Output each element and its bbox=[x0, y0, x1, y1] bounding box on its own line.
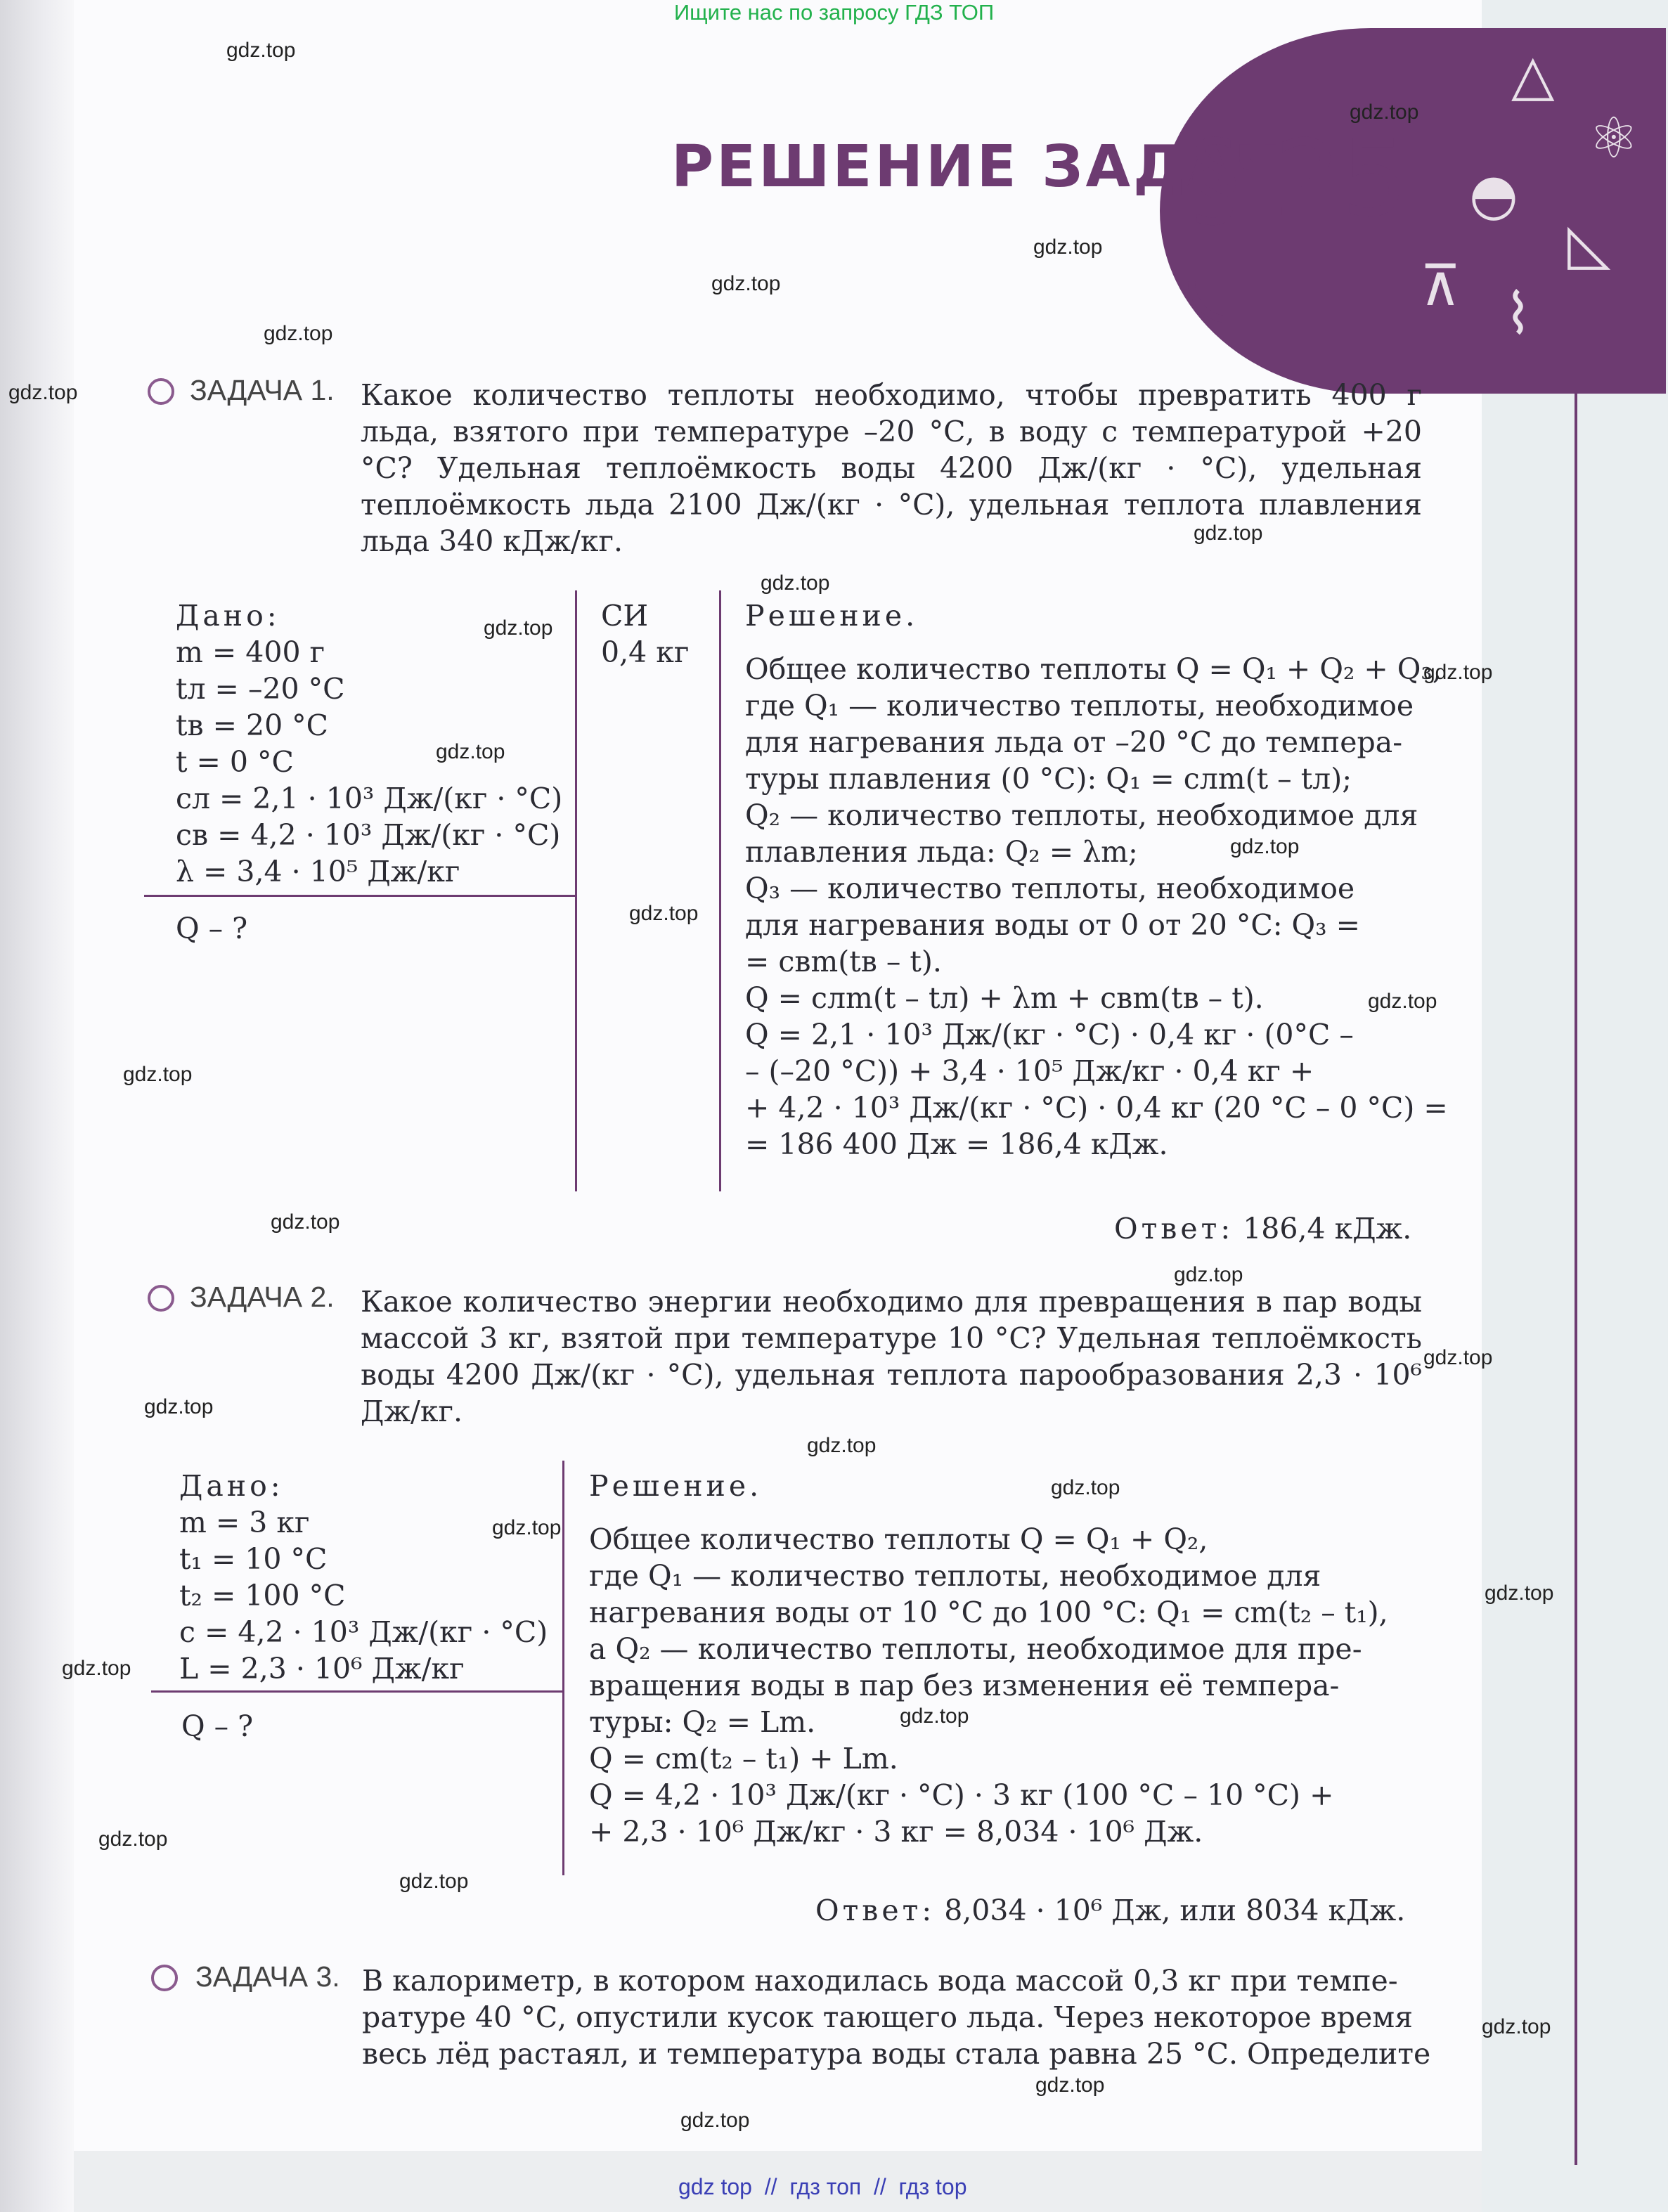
task1-solution bbox=[745, 597, 1448, 1163]
given-column-rule bbox=[575, 590, 577, 1191]
si-column-rule bbox=[719, 590, 721, 1191]
thermometer-icon: ⌇ bbox=[1504, 281, 1532, 347]
solution-title: Решение. bbox=[589, 1469, 763, 1503]
watermark: gdz.top bbox=[1230, 835, 1300, 858]
task3-label: ЗАДАЧА 3. bbox=[195, 1960, 340, 1993]
watermark: gdz.top bbox=[271, 1210, 340, 1234]
solution-line: где Q₁ — количество теплоты, необходимое bbox=[745, 689, 1414, 723]
task1-statement: Какое количество теплоты необходимо, чтобы превратить 400 г льда, взятого при температуре –20 °С, в воду с температурой +20 °С? Удельная теплоёмкость воды 4200 Дж/(кг · °С), удельная теплоёмкость льда 2100 Дж/(кг · °С), удельная теплота плавления льда 340 кДж/кг. bbox=[361, 378, 1422, 558]
task2-given bbox=[179, 1468, 562, 1687]
watermark: gdz.top bbox=[1035, 2074, 1105, 2097]
watermark: gdz.top bbox=[1368, 990, 1437, 1013]
watermark: gdz.top bbox=[1423, 1346, 1493, 1369]
watermark: gdz.top bbox=[1482, 2015, 1551, 2038]
compass-icon: ⊼ bbox=[1420, 253, 1461, 318]
task1-find: Q – ? bbox=[176, 912, 248, 945]
si-title: СИ bbox=[601, 599, 649, 633]
given-item: m = 400 г bbox=[176, 635, 325, 669]
task1-given bbox=[176, 597, 569, 890]
solution-line: Общее количество теплоты Q = Q₁ + Q₂, bbox=[589, 1522, 1208, 1556]
page-title: РЕШЕНИЕ ЗАДАЧ bbox=[671, 134, 1284, 200]
task-bullet-icon bbox=[148, 1285, 174, 1312]
statement-line: весь лёд растаял, и температура воды стала равна 25 °С. Определите bbox=[362, 2037, 1431, 2071]
statement-line: ратуре 40 °С, опустили кусок тающего льда. Через некоторое время bbox=[362, 2000, 1413, 2034]
watermark: gdz.top bbox=[484, 616, 553, 640]
watermark: gdz.top bbox=[62, 1657, 131, 1680]
side-rule bbox=[1575, 323, 1577, 2165]
watermark: gdz.top bbox=[761, 571, 830, 595]
task2-statement: Какое количество энергии необходимо для превращения в пар воды массой 3 кг, взятой при температуре 10 °С? Удельная теплоёмкость воды 4200 Дж/(кг · °С), удельная теплота парообразования 2,3 · 10⁶ Дж/кг. bbox=[361, 1285, 1422, 1428]
solution-line: вращения воды в пар без изменения её темпера- bbox=[589, 1669, 1340, 1702]
solution-title: Решение. bbox=[745, 599, 919, 633]
helmet-icon: ◓ bbox=[1469, 162, 1518, 227]
answer-label: Ответ: bbox=[815, 1894, 936, 1927]
watermark: gdz.top bbox=[1350, 101, 1419, 124]
watermark: gdz.top bbox=[144, 1395, 214, 1418]
watermark: gdz.top bbox=[98, 1828, 168, 1851]
watermark: gdz.top bbox=[226, 39, 296, 62]
watermark: gdz.top bbox=[8, 381, 78, 404]
given-item: t = 0 °С bbox=[176, 745, 294, 779]
answer-value: 186,4 кДж. bbox=[1243, 1212, 1412, 1246]
solution-line: + 4,2 · 10³ Дж/(кг · °С) · 0,4 кг (20 °С – 0 °С) = bbox=[745, 1091, 1448, 1125]
set-square-icon: ◺ bbox=[1567, 211, 1611, 276]
answer-value: 8,034 · 10⁶ Дж, или 8034 кДж. bbox=[944, 1894, 1406, 1927]
solution-line: = 186 400 Дж = 186,4 кДж. bbox=[745, 1127, 1168, 1161]
solution-line: Q = 2,1 · 10³ Дж/(кг · °С) · 0,4 кг · (0°С – bbox=[745, 1018, 1354, 1052]
book-spine bbox=[0, 0, 74, 2212]
task2-label: ЗАДАЧА 2. bbox=[190, 1281, 335, 1313]
task2-solution bbox=[589, 1468, 1418, 1850]
solution-line: = cвm(tв – t). bbox=[745, 945, 942, 978]
task-bullet-icon bbox=[148, 378, 174, 405]
watermark: gdz.top bbox=[680, 2109, 750, 2132]
solution-line: – (–20 °С)) + 3,4 · 10⁵ Дж/кг · 0,4 кг + bbox=[745, 1054, 1314, 1088]
solution-line: где Q₁ — количество теплоты, необходимое для bbox=[589, 1559, 1321, 1593]
given-item: cв = 4,2 · 10³ Дж/(кг · °С) bbox=[176, 818, 561, 852]
given-title: Дано: bbox=[176, 599, 280, 633]
watermark: gdz.top bbox=[123, 1063, 193, 1086]
solution-line: Общее количество теплоты Q = Q₁ + Q₂ + Q₃, bbox=[745, 652, 1442, 686]
watermark: gdz.top bbox=[1174, 1263, 1243, 1286]
given-column-rule bbox=[562, 1461, 564, 1875]
task-bullet-icon bbox=[151, 1965, 178, 1991]
watermark: gdz.top bbox=[1423, 661, 1493, 684]
watermark: gdz.top bbox=[1033, 235, 1103, 259]
solution-line: туры плавления (0 °С): Q₁ = cлm(t – tл); bbox=[745, 762, 1352, 796]
triangle-icon: △ bbox=[1511, 42, 1555, 108]
solution-line: нагревания воды от 10 °С до 100 °С: Q₁ = cm(t₂ – t₁), bbox=[589, 1596, 1388, 1629]
curved-arrow-icon bbox=[1188, 267, 1378, 323]
task1-answer bbox=[1114, 1210, 1411, 1247]
given-item: t₂ = 100 °С bbox=[179, 1579, 346, 1612]
si-value: 0,4 кг bbox=[601, 635, 690, 669]
top-note[interactable]: Ищите нас по запросу ГДЗ ТОП bbox=[673, 0, 995, 25]
watermark: gdz.top bbox=[1051, 1476, 1120, 1499]
bottom-note[interactable]: gdz top // гдз топ // гдз top bbox=[678, 2174, 967, 2199]
solution-line: для нагревания льда от –20 °С до темпера- bbox=[745, 725, 1403, 759]
given-item: L = 2,3 · 10⁶ Дж/кг bbox=[179, 1652, 465, 1686]
paragraph-number: § 25 bbox=[1188, 118, 1409, 240]
watermark: gdz.top bbox=[1194, 522, 1263, 545]
given-item: m = 3 кг bbox=[179, 1506, 310, 1539]
given-item: t₁ = 10 °С bbox=[179, 1542, 328, 1576]
watermark: gdz.top bbox=[629, 902, 699, 925]
solution-line: Q₃ — количество теплоты, необходимое bbox=[745, 872, 1355, 905]
watermark: gdz.top bbox=[900, 1705, 969, 1728]
watermark: gdz.top bbox=[711, 272, 781, 295]
solution-line: а Q₂ — количество теплоты, необходимое для пре- bbox=[589, 1632, 1362, 1666]
answer-label: Ответ: bbox=[1114, 1212, 1234, 1246]
watermark: gdz.top bbox=[807, 1434, 877, 1457]
solution-line: + 2,3 · 10⁶ Дж/кг · 3 кг = 8,034 · 10⁶ Дж. bbox=[589, 1815, 1203, 1849]
watermark: gdz.top bbox=[492, 1516, 562, 1539]
solution-line: Q = cлm(t – tл) + λm + cвm(tв – t). bbox=[745, 981, 1264, 1015]
solution-line: для нагревания воды от 0 от 20 °С: Q₃ = bbox=[745, 908, 1360, 942]
watermark: gdz.top bbox=[1485, 1582, 1554, 1605]
watermark: gdz.top bbox=[399, 1870, 469, 1893]
given-item: cл = 2,1 · 10³ Дж/(кг · °С) bbox=[176, 782, 563, 815]
watermark: gdz.top bbox=[436, 740, 505, 763]
given-title: Дано: bbox=[179, 1469, 284, 1503]
solution-line: Q₂ — количество теплоты, необходимое для bbox=[745, 798, 1418, 832]
task2-answer bbox=[815, 1892, 1405, 1929]
given-divider bbox=[144, 895, 576, 897]
solution-line: туры: Q₂ = Lm. bbox=[589, 1705, 816, 1739]
task1-label: ЗАДАЧА 1. bbox=[190, 374, 335, 406]
statement-line: В калориметр, в котором находилась вода массой 0,3 кг при темпе- bbox=[362, 1964, 1398, 1998]
given-item: c = 4,2 · 10³ Дж/(кг · °С) bbox=[179, 1615, 548, 1649]
atom-icon: ⚛ bbox=[1589, 105, 1639, 171]
solution-line: Q = cm(t₂ – t₁) + Lm. bbox=[589, 1742, 898, 1776]
given-item: tв = 20 °С bbox=[176, 709, 329, 742]
solution-line: Q = 4,2 · 10³ Дж/(кг · °С) · 3 кг (100 °С – 10 °С) + bbox=[589, 1778, 1334, 1812]
watermark: gdz.top bbox=[264, 322, 333, 345]
given-item: λ = 3,4 · 10⁵ Дж/кг bbox=[176, 855, 460, 888]
given-divider bbox=[151, 1690, 564, 1693]
task3-statement bbox=[362, 1962, 1431, 2072]
solution-line: плавления льда: Q₂ = λm; bbox=[745, 835, 1138, 869]
given-item: tл = –20 °С bbox=[176, 672, 345, 706]
task2-find: Q – ? bbox=[181, 1709, 254, 1743]
